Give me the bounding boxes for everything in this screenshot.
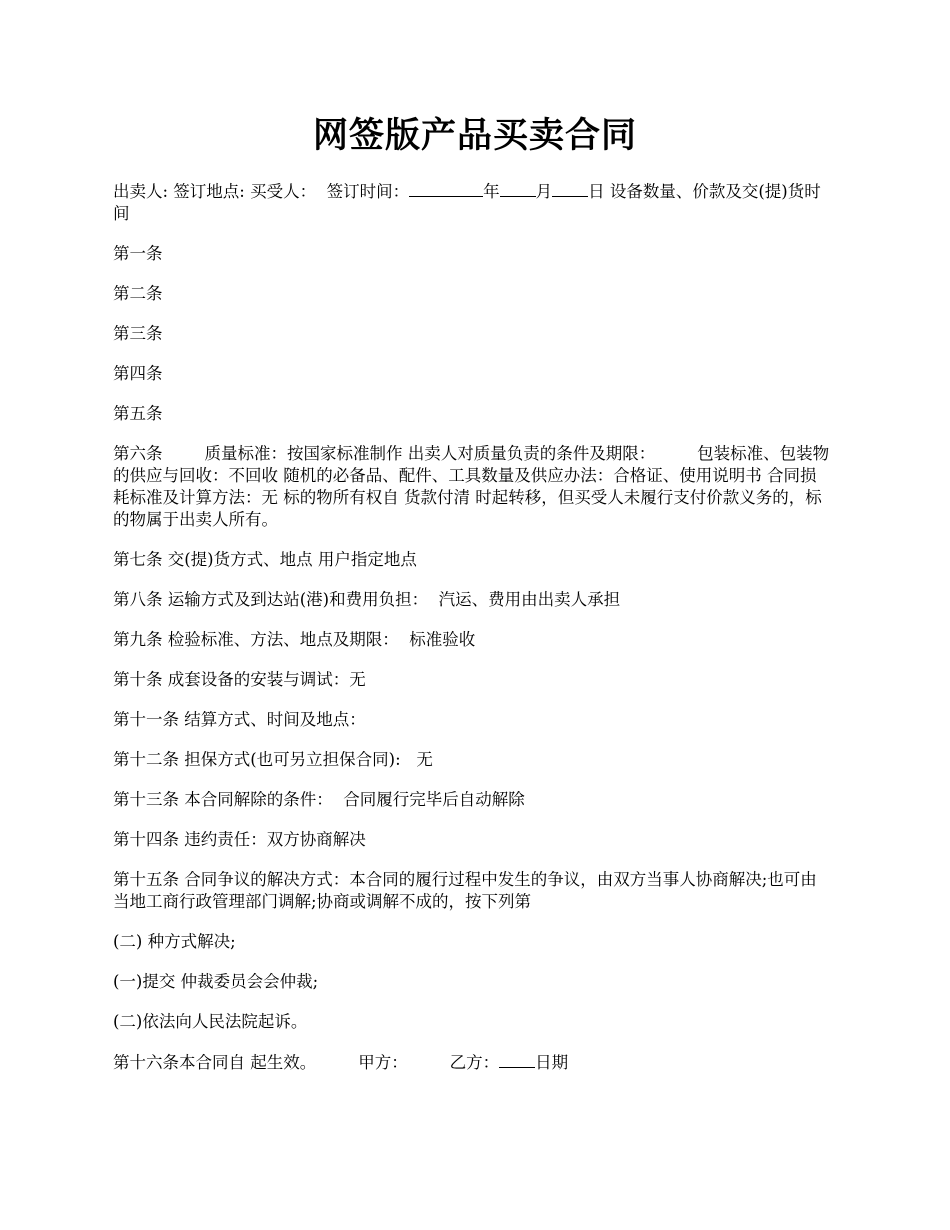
dispute-option-2: (二)依法向人民法院起诉。 bbox=[113, 1012, 308, 1031]
article-12: 第十二条 担保方式(也可另立担保合同): 无 bbox=[113, 750, 433, 769]
year-label: 年 bbox=[483, 182, 500, 201]
date-blank bbox=[499, 1051, 535, 1068]
document-title: 网签版产品买卖合同 bbox=[312, 115, 637, 156]
month-label: 月 bbox=[535, 182, 553, 201]
contract-header bbox=[113, 180, 831, 225]
article-11: 第十一条 结算方式、时间及地点： bbox=[113, 710, 366, 729]
header-parties-text: 出卖人: 签订地点: 买受人： 签订时间： bbox=[113, 182, 410, 201]
header-tail-text: 日 设备数量、价款及交(提)货时间 bbox=[113, 182, 821, 223]
article-16-text: 第十六条本合同自 起生效。 甲方： 乙方： bbox=[113, 1053, 500, 1072]
article-3: 第三条 bbox=[113, 324, 163, 343]
article-15: 第十五条 合同争议的解决方式：本合同的履行过程中发生的争议，由双方当事人协商解决;也可由当地工商行政管理部门调解;协商或调解不成的，按下列第 bbox=[113, 870, 817, 911]
document-body bbox=[113, 180, 831, 1092]
article-2: 第二条 bbox=[113, 284, 163, 303]
article-4: 第四条 bbox=[113, 364, 163, 383]
article-10: 第十条 成套设备的安装与调试：无 bbox=[113, 670, 366, 689]
article-8: 第八条 运输方式及到达站(港)和费用负担： 汽运、费用由出卖人承担 bbox=[113, 590, 621, 609]
article-6: 第六条 质量标准：按国家标准制作 出卖人对质量负责的条件及期限： 包装标准、包装物的供应与回收：不回收 随机的必备品、配件、工具数量及供应办法：合格证、使用说明书 合同损耗标准及计算方法：无 标的物所有权自 货款付清 时起转移，但买受人未履行支付价款义务的，标的物属于出卖人所有。 bbox=[113, 444, 830, 529]
article-13: 第十三条 本合同解除的条件： 合同履行完毕后自动解除 bbox=[113, 790, 525, 809]
dispute-option-1: (一)提交 仲裁委员会会仲裁; bbox=[113, 972, 319, 991]
article-16 bbox=[113, 1051, 831, 1074]
article-9: 第九条 检验标准、方法、地点及期限： 标准验收 bbox=[113, 630, 476, 649]
year-blank bbox=[409, 180, 483, 197]
article-7: 第七条 交(提)货方式、地点 用户指定地点 bbox=[113, 550, 417, 569]
dispute-method: (二) 种方式解决; bbox=[113, 932, 236, 951]
article-5: 第五条 bbox=[113, 404, 163, 423]
article-1: 第一条 bbox=[113, 244, 163, 263]
article-14: 第十四条 违约责任：双方协商解决 bbox=[113, 830, 366, 849]
day-blank bbox=[552, 180, 588, 197]
date-label: 日期 bbox=[535, 1053, 569, 1072]
month-blank bbox=[500, 180, 536, 197]
